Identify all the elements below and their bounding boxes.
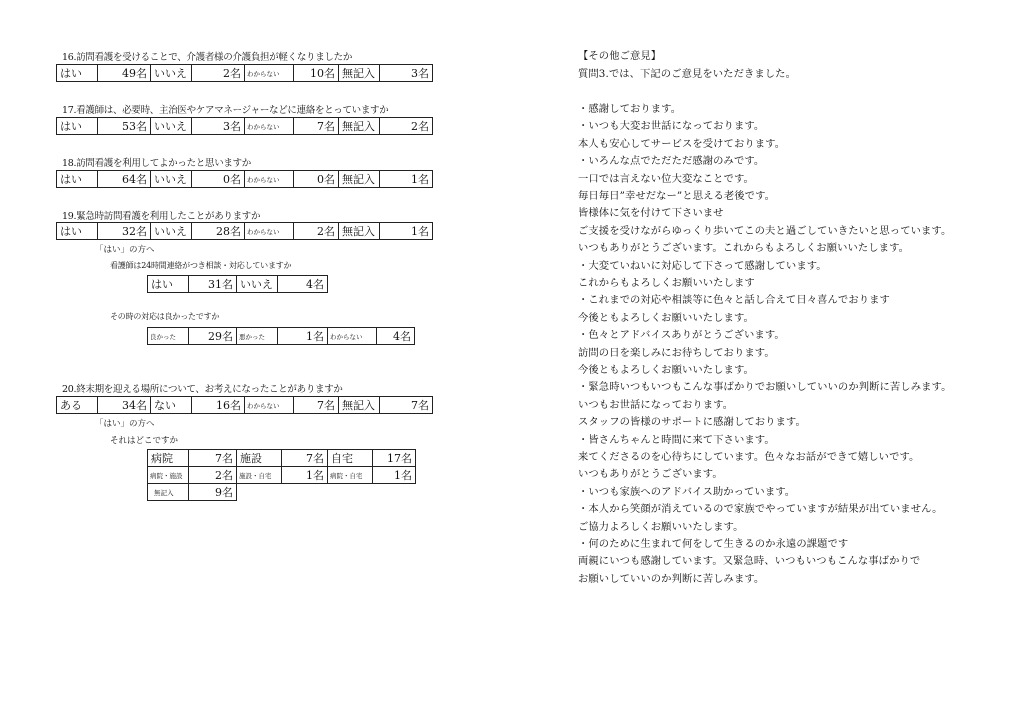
answer-count: 1名 — [278, 328, 328, 345]
answer-label: わからない — [328, 328, 377, 345]
table-row — [57, 65, 433, 82]
answer-label: はい — [57, 223, 98, 240]
place-count: 7名 — [282, 450, 328, 467]
answer-count: 32名 — [98, 223, 151, 240]
answer-label: はい — [148, 276, 189, 293]
opinion-line: ・いつも家族へのアドバイス助かっています。 — [578, 485, 796, 498]
opinions-intro: 質問3.では、下記のご意見をいただきました。 — [578, 68, 796, 80]
answer-label: 無記入 — [339, 171, 380, 188]
opinion-line: ご協力よろしくお願いいたします。 — [578, 520, 744, 533]
answer-count: 7名 — [294, 397, 339, 414]
answer-label: いいえ — [237, 276, 278, 293]
answer-count: 0名 — [294, 171, 339, 188]
opinion-line: ・緊急時いつもいつもこんな事ばかりでお願いしていいのか判断に苦しみます。 — [578, 381, 952, 394]
opinion-line: これからもよろしくお願いいたします — [578, 277, 755, 289]
opinions-heading: 【その他ご意見】 — [578, 50, 662, 62]
answer-label: 良かった — [148, 328, 189, 345]
answer-label: ある — [57, 397, 98, 414]
place-label: 無記入 — [148, 484, 189, 501]
opinion-line: 今後ともよろしくお願いいたします。 — [578, 364, 754, 376]
opinion-line: ご支援を受けながらゆっくり歩いてこの夫と過ごしていきたいと思っています。 — [578, 224, 952, 237]
question-20-table — [56, 396, 433, 414]
opinion-line: 訪問の日を楽しみにお待ちしております。 — [578, 346, 775, 359]
place-count: 1名 — [373, 467, 416, 484]
answer-label: 無記入 — [339, 65, 380, 82]
answer-label: 無記入 — [339, 223, 380, 240]
table-row — [57, 171, 433, 188]
followup-label: 「はい」の方へ — [95, 245, 155, 255]
place-label: 病院・自宅 — [328, 467, 373, 484]
answer-count: 2名 — [380, 118, 433, 135]
opinion-line: スタッフの皆様のサポートに感謝しております。 — [578, 416, 806, 429]
opinion-line: ・本人から笑顔が消えているので家族でやっていますが結果が出ていません。 — [578, 503, 943, 516]
question-20-place-table — [147, 449, 416, 484]
answer-label: わからない — [245, 118, 294, 135]
place-label: 自宅 — [328, 450, 373, 467]
followup-label: 「はい」の方へ — [95, 419, 155, 429]
question-16-table — [56, 64, 433, 82]
answer-count: 34名 — [98, 397, 151, 414]
opinion-line: ・皆さんちゃんと時間に来て下さいます。 — [578, 433, 775, 446]
opinion-line: 本人も安心してサービスを受けております。 — [578, 137, 786, 150]
answer-count: 29名 — [189, 328, 237, 345]
place-label: 病院・施設 — [148, 467, 189, 484]
question-19-sub1-title: 看護師は24時間連絡がつき相談・対応していますか — [110, 261, 292, 270]
question-19-sub2-title: その時の対応は良かったですか — [110, 312, 220, 321]
answer-count: 64名 — [98, 171, 151, 188]
table-row — [148, 484, 237, 501]
opinion-line: ・いろんな点でただただ感謝のみです。 — [578, 155, 765, 168]
opinion-line: 両親にいつも感謝しています。又緊急時、いつもいつもこんな事ばかりで — [578, 555, 921, 568]
answer-count: 49名 — [98, 65, 151, 82]
answer-count: 7名 — [380, 397, 433, 414]
answer-count: 2名 — [294, 223, 339, 240]
opinion-line: ・これまでの対応や相談等に色々と話し合えて日々喜んでおります — [578, 294, 890, 307]
opinion-line: 今後ともよろしくお願いいたします。 — [578, 311, 754, 324]
question-19-table — [56, 222, 433, 240]
answer-label: 無記入 — [339, 397, 380, 414]
answer-label: いいえ — [151, 65, 192, 82]
question-17-table — [56, 117, 433, 135]
opinion-line: いつもありがとうございます。これからもよろしくお願いいたします。 — [578, 242, 910, 255]
answer-label: いいえ — [151, 223, 192, 240]
table-row — [148, 467, 416, 484]
question-20-title: 20.終末期を迎える場所について、お考えになったことがありますか — [62, 384, 343, 395]
place-count: 7名 — [189, 450, 237, 467]
table-row — [57, 223, 433, 240]
question-19-title: 19.緊急時訪問看護を利用したことがありますか — [62, 211, 261, 222]
opinion-line: お願いしていいのか判断に苦しみます。 — [578, 572, 765, 585]
answer-count: 3名 — [192, 118, 245, 135]
answer-label: ない — [151, 397, 192, 414]
question-20-blank-table — [147, 483, 237, 501]
opinion-line: 皆様体に気を付けて下さいませ — [578, 207, 724, 220]
answer-label: わからない — [245, 171, 294, 188]
question-18-title: 18.訪問看護を利用してよかったと思いますか — [62, 158, 252, 169]
opinion-line: いつもありがとうございます。 — [578, 468, 723, 481]
opinion-line: ・色々とアドバイスありがとうございます。 — [578, 329, 785, 342]
answer-label: はい — [57, 118, 98, 135]
opinion-line: 来てくださるのを心待ちにしています。色々なお話ができて嬉しいです。 — [578, 451, 920, 463]
answer-count: 31名 — [189, 276, 237, 293]
place-label: 施設 — [237, 450, 282, 467]
place-count: 9名 — [189, 484, 237, 501]
answer-count: 0名 — [192, 171, 245, 188]
answer-count: 16名 — [192, 397, 245, 414]
question-17-title: 17.看護師は、必要時、主治医やケアマネージャーなどに連絡をとっていますか — [62, 105, 389, 116]
opinion-line: 一口では言えない位大変なことです。 — [578, 172, 754, 185]
opinion-line: ・いつも大変お世話になっております。 — [578, 120, 765, 133]
answer-label: 無記入 — [339, 118, 380, 135]
place-count: 1名 — [282, 467, 328, 484]
answer-label: わからない — [245, 223, 294, 240]
table-row — [57, 397, 433, 414]
question-20-sub-title: それはどこですか — [110, 436, 179, 446]
table-row — [57, 118, 433, 135]
answer-label: はい — [57, 65, 98, 82]
answer-count: 28名 — [192, 223, 245, 240]
answer-count: 1名 — [380, 223, 433, 240]
answer-count: 1名 — [380, 171, 433, 188]
place-label: 施設・自宅 — [237, 467, 282, 484]
answer-label: いいえ — [151, 118, 192, 135]
place-count: 2名 — [189, 467, 237, 484]
opinion-line: ・何のために生まれて何をして生きるのか永遠の課題です — [578, 538, 849, 550]
question-19-sub2-table — [147, 327, 415, 345]
answer-count: 10名 — [294, 65, 339, 82]
answer-count: 3名 — [380, 65, 433, 82]
opinion-line: いつもお世話になっております。 — [578, 398, 734, 411]
answer-label: はい — [57, 171, 98, 188]
opinion-line: ・感謝しております。 — [578, 103, 682, 115]
answer-label: わからない — [245, 65, 294, 82]
table-row — [148, 276, 328, 293]
answer-count: 4名 — [377, 328, 415, 345]
answer-count: 53名 — [98, 118, 151, 135]
table-row — [148, 450, 416, 467]
opinion-line: 毎日毎日”幸せだなー”と思える老後です。 — [578, 190, 776, 202]
opinion-line: ・大変ていねいに対応して下さって感謝しています。 — [578, 259, 827, 272]
question-19-sub1-table — [147, 275, 328, 293]
answer-count: 4名 — [278, 276, 328, 293]
question-16-title: 16.訪問看護を受けることで、介護者様の介護負担が軽くなりましたか — [62, 52, 353, 63]
place-label: 病院 — [148, 450, 189, 467]
table-row — [148, 328, 415, 345]
answer-count: 7名 — [294, 118, 339, 135]
question-18-table — [56, 170, 433, 188]
place-count: 17名 — [373, 450, 416, 467]
answer-label: わからない — [245, 397, 294, 414]
answer-label: 悪かった — [237, 328, 278, 345]
answer-label: いいえ — [151, 171, 192, 188]
answer-count: 2名 — [192, 65, 245, 82]
